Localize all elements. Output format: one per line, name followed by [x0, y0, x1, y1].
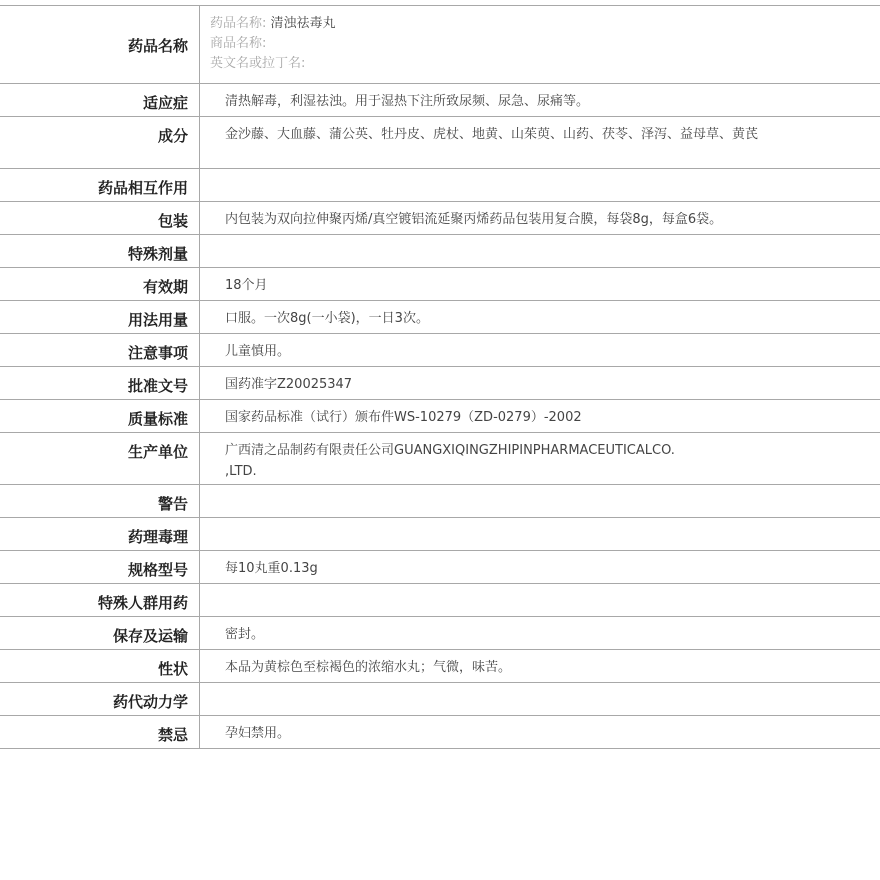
row-label: 批准文号 — [0, 367, 200, 399]
row-pharmacokinetics — [0, 683, 880, 716]
english-name-line — [210, 54, 790, 74]
row-description — [0, 650, 880, 683]
row-warning — [0, 485, 880, 518]
row-special-dosage — [0, 235, 880, 268]
row-label: 质量标准 — [0, 400, 200, 432]
row-storage — [0, 617, 880, 650]
trade-name-line — [210, 34, 790, 54]
row-label: 生产单位 — [0, 433, 200, 484]
row-label: 用法用量 — [0, 301, 200, 333]
row-label: 药品相互作用 — [0, 169, 200, 201]
english-name-key: 英文名或拉丁名: — [210, 56, 306, 71]
row-indications — [0, 84, 880, 117]
row-value — [200, 235, 880, 267]
row-label: 适应症 — [0, 84, 200, 116]
row-value: 国药准字Z20025347 — [225, 377, 353, 392]
row-ingredients — [0, 117, 880, 169]
row-value: 密封。 — [225, 627, 265, 642]
drug-info-table — [0, 5, 880, 749]
row-value: 内包装为双向拉伸聚丙烯/真空镀铝流延聚丙烯药品包装用复合膜，每袋8g，每盒6袋。 — [225, 212, 723, 227]
row-drug-name — [0, 5, 880, 84]
row-manufacturer — [0, 433, 880, 485]
row-value — [200, 683, 880, 715]
row-quality-standard — [0, 400, 880, 433]
generic-name-value: 清浊祛毒丸 — [270, 16, 336, 31]
row-label: 性状 — [0, 650, 200, 682]
row-shelf-life — [0, 268, 880, 301]
row-specification — [0, 551, 880, 584]
row-usage-dosage — [0, 301, 880, 334]
row-value — [200, 584, 880, 616]
row-value: 广西清之品制药有限责任公司GUANGXIQINGZHIPINPHARMACEUTICALCO. ,LTD. — [225, 443, 675, 479]
name-cell — [200, 6, 880, 83]
row-value: 儿童慎用。 — [225, 344, 291, 359]
row-value: 18个月 — [225, 278, 268, 293]
row-packaging — [0, 202, 880, 235]
row-label: 药品名称 — [0, 6, 200, 83]
row-value — [200, 169, 880, 201]
row-label: 有效期 — [0, 268, 200, 300]
row-value — [200, 485, 880, 517]
row-value: 孕妇禁用。 — [225, 726, 291, 741]
row-precautions — [0, 334, 880, 367]
row-label: 成分 — [0, 117, 200, 168]
row-approval-number — [0, 367, 880, 400]
row-label: 保存及运输 — [0, 617, 200, 649]
row-contraindications — [0, 716, 880, 749]
row-value: 国家药品标准（试行）颁布件WS-10279（ZD-0279）-2002 — [225, 410, 582, 425]
trade-name-key: 商品名称: — [210, 36, 267, 51]
row-label: 规格型号 — [0, 551, 200, 583]
row-value: 金沙藤、大血藤、蒲公英、牡丹皮、虎杖、地黄、山茱萸、山药、茯苓、泽泻、益母草、黄芪 — [225, 127, 759, 142]
row-label: 注意事项 — [0, 334, 200, 366]
row-pharmacology — [0, 518, 880, 551]
row-value: 口服。一次8g(一小袋)，一日3次。 — [225, 311, 429, 326]
generic-name-line — [210, 14, 790, 34]
row-value: 本品为黄棕色至棕褐色的浓缩水丸；气微，味苦。 — [225, 660, 512, 675]
row-special-populations — [0, 584, 880, 617]
row-label: 包装 — [0, 202, 200, 234]
row-label: 药理毒理 — [0, 518, 200, 550]
row-drug-interactions — [0, 169, 880, 202]
row-label: 药代动力学 — [0, 683, 200, 715]
row-label: 警告 — [0, 485, 200, 517]
row-label: 禁忌 — [0, 716, 200, 748]
row-label: 特殊人群用药 — [0, 584, 200, 616]
row-value: 清热解毒，利湿祛浊。用于湿热下注所致尿频、尿急、尿痛等。 — [225, 94, 590, 109]
row-value: 每10丸重0.13g — [225, 561, 318, 576]
generic-name-key: 药品名称: — [210, 16, 267, 31]
row-value — [200, 518, 880, 550]
row-label: 特殊剂量 — [0, 235, 200, 267]
